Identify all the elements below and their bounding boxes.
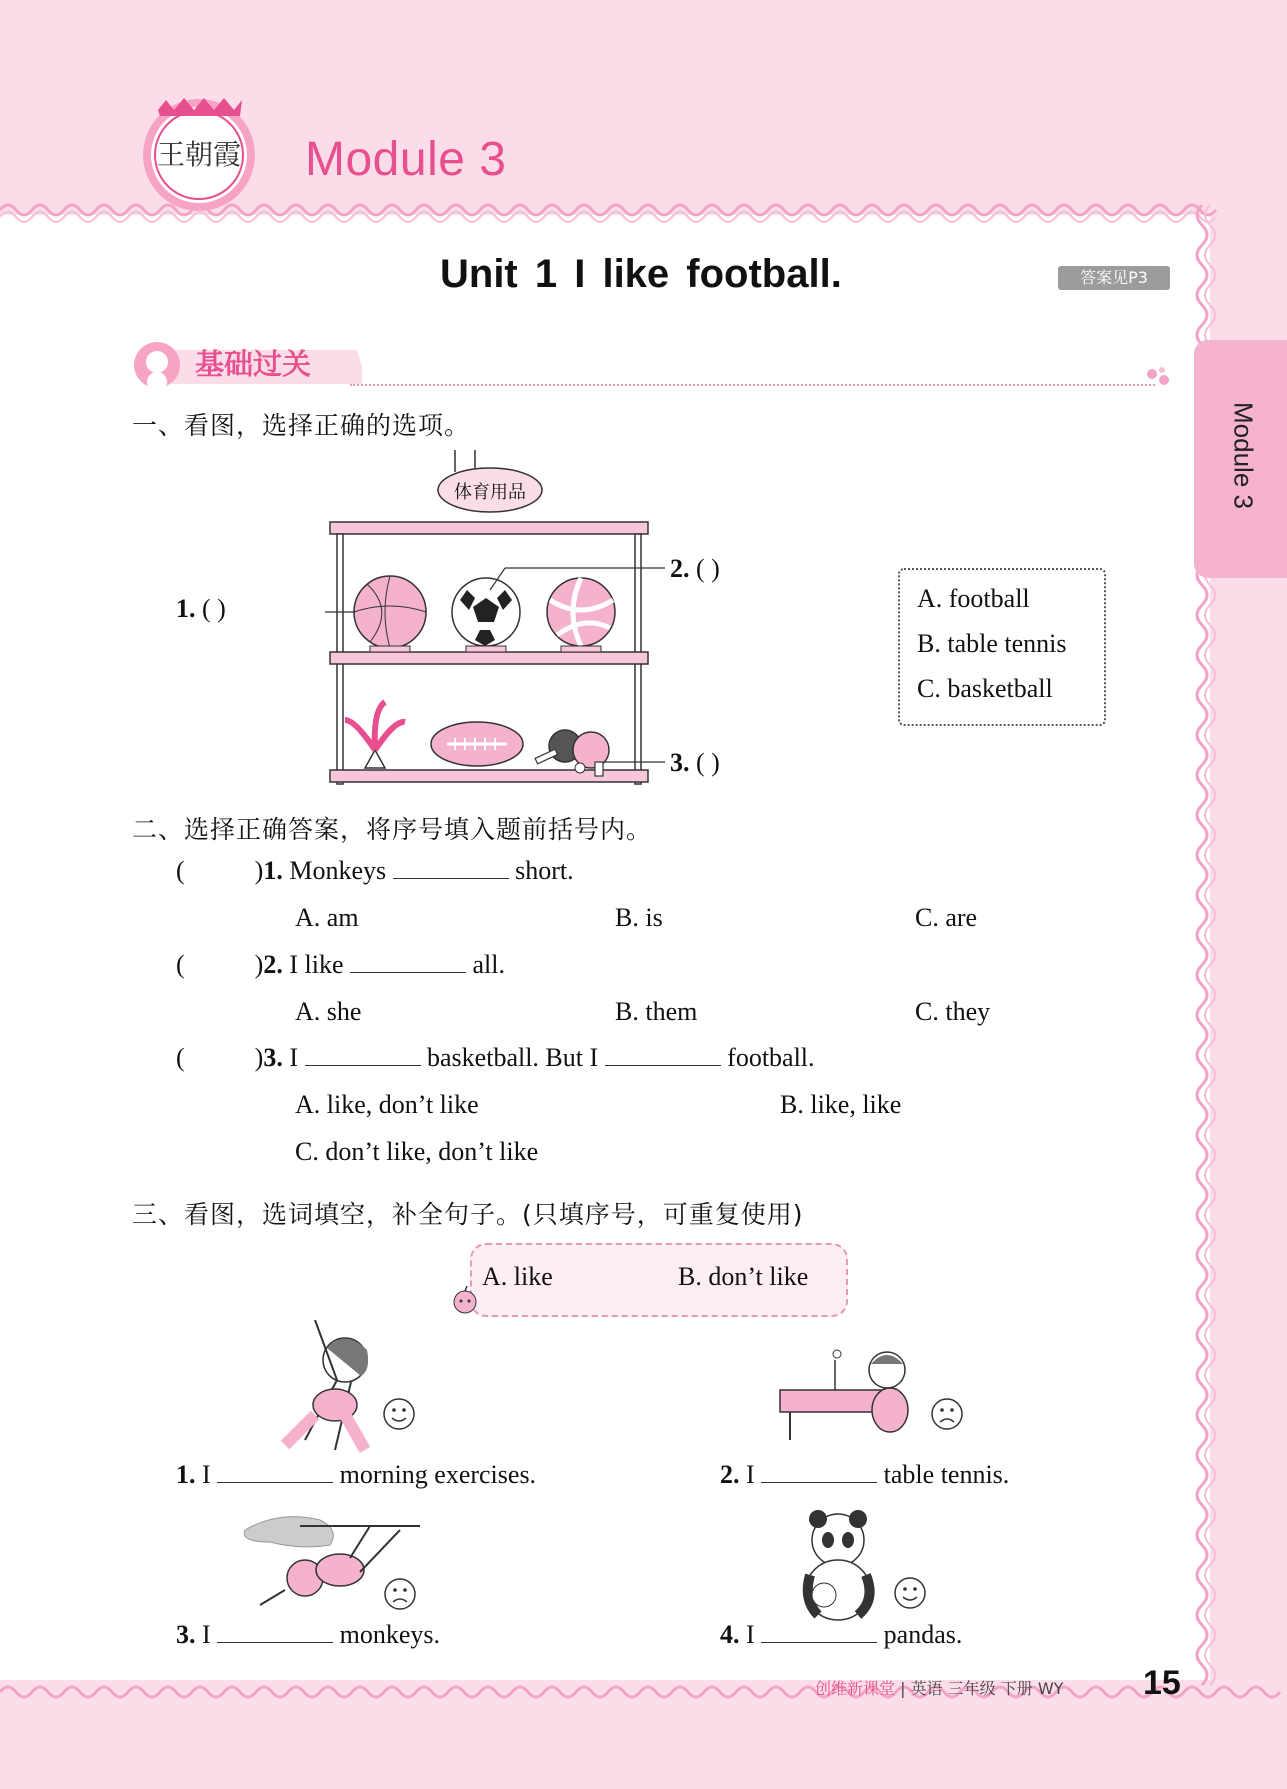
part1-option-a: A. football (917, 584, 1030, 613)
part2-q2-option-a: A. she (295, 997, 362, 1026)
part2-q3-option-a: A. like, don’t like (295, 1090, 479, 1119)
page-number: 15 (1143, 1664, 1181, 1702)
logo-text: 王朝霞 (156, 138, 242, 171)
answer-reference-badge: 答案见P3 (1058, 266, 1170, 290)
footer-brand: 创维新课堂 (815, 1679, 896, 1698)
brand-logo (138, 92, 260, 214)
part2-q2: ( )2. I like all. (176, 950, 505, 979)
divider-dots-icon (1146, 366, 1172, 386)
word-bank-dont-like: B. don’t like (678, 1262, 809, 1291)
part1-option-c: C. basketball (917, 674, 1053, 703)
girl-exercising-illustration (265, 1320, 425, 1460)
part2-q3-option-b: B. like, like (780, 1090, 902, 1119)
part2-q3-option-c: C. don’t like, don’t like (295, 1137, 539, 1166)
bottom-wave-border (0, 1672, 1287, 1712)
part1-q1: 1. ( ) (176, 594, 226, 623)
part3-sentence-3: 3. I monkeys. (176, 1620, 441, 1649)
part2-heading: 二、选择正确答案，将序号填入题前括号内。 (132, 815, 653, 844)
monkey-illustration (240, 1510, 430, 1625)
part2-q1-option-a: A. am (295, 903, 359, 932)
part2-q2-option-b: B. them (615, 997, 698, 1026)
part3-sentence-2: 2. I table tennis. (720, 1460, 1010, 1489)
part2-q1: ( )1. Monkeys short. (176, 856, 574, 885)
part1-q2: 2. ( ) (670, 554, 720, 583)
part3-sentence-1: 1. I morning exercises. (176, 1460, 537, 1489)
part1-option-b: B. table tennis (917, 629, 1067, 658)
word-bank-like: A. like (482, 1262, 553, 1291)
part2-q1-option-c: C. are (915, 903, 978, 932)
section-title: 基础过关 (195, 347, 312, 381)
footer-info: 创维新课堂 | 英语 三年级 下册 WY (815, 1679, 1064, 1698)
side-tab-label: Module 3 (1228, 402, 1259, 509)
part1-q3: 3. ( ) (670, 748, 720, 777)
part3-sentence-4: 4. I pandas. (720, 1620, 963, 1649)
section-divider (350, 384, 1155, 386)
module-title: Module 3 (305, 133, 507, 186)
shelf-sign-label: 体育用品 (454, 482, 526, 503)
part2-q3: ( )3. I basketball. But I football. (176, 1043, 815, 1072)
part1-heading: 一、看图，选择正确的选项。 (132, 411, 471, 440)
table-tennis-illustration (775, 1340, 975, 1460)
part2-q1-option-b: B. is (615, 903, 663, 932)
apple-icon (450, 1285, 480, 1315)
part3-heading: 三、看图，选词填空，补全句子。(只填序号，可重复使用) (132, 1200, 804, 1229)
part2-q2-option-c: C. they (915, 997, 991, 1026)
footer-details: 英语 三年级 下册 WY (910, 1679, 1064, 1698)
sports-shelf-illustration (325, 450, 675, 790)
unit-title: Unit 1 I like football. (440, 252, 842, 296)
panda-illustration (798, 1505, 938, 1630)
